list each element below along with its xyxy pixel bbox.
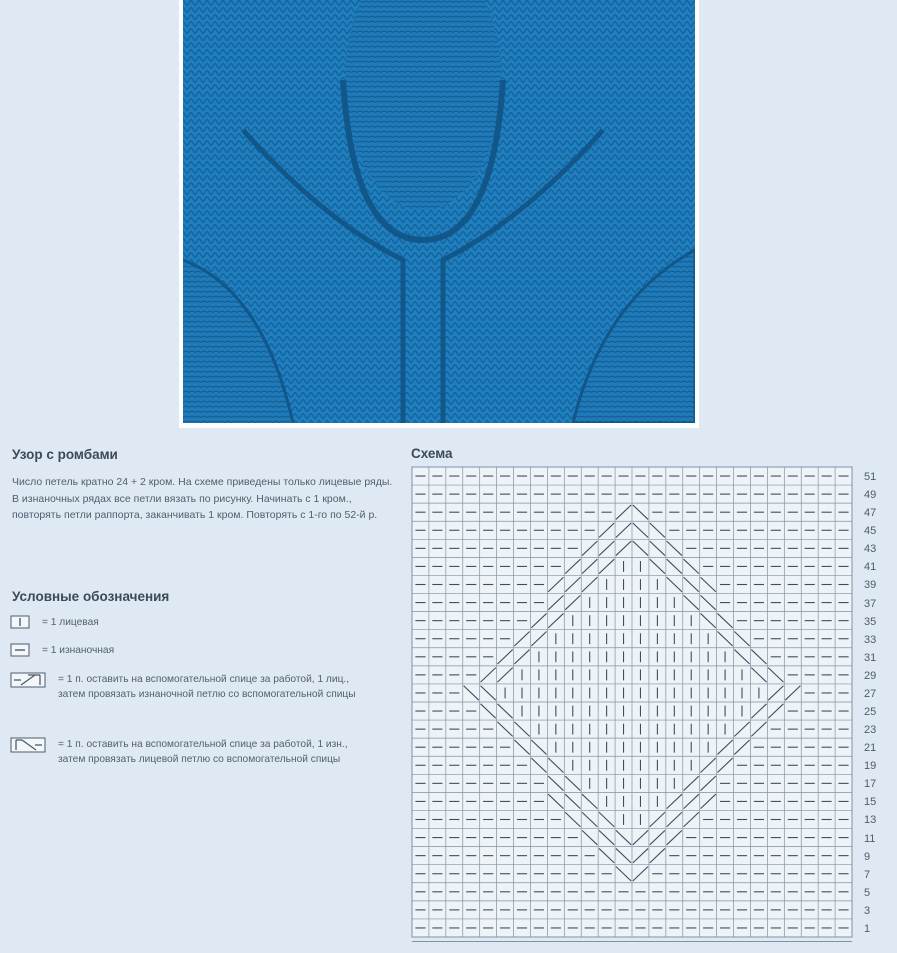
row-number: 33 <box>864 633 877 646</box>
row-number: 47 <box>864 507 877 520</box>
legend-text-purl: = 1 изнаночная <box>42 645 115 656</box>
scheme-title: Схема <box>411 446 453 461</box>
row-number: 43 <box>864 543 877 556</box>
row-number: 15 <box>864 796 877 809</box>
chart-bottom-border <box>412 941 852 953</box>
row-number: 9 <box>864 850 871 863</box>
row-number: 27 <box>864 687 877 700</box>
row-number: 3 <box>864 904 871 917</box>
legend-text-knit: = 1 лицевая <box>42 617 99 628</box>
row-number: 1 <box>864 922 871 935</box>
legend-text-cross-left: = 1 п. оставить на вспомогательной спице за работой, 1 изн., затем провязать лицевой петлю со вспомогательной спицы <box>58 739 348 765</box>
row-number: 11 <box>864 832 876 845</box>
row-number: 35 <box>864 615 877 628</box>
cross-left-icon <box>10 737 46 753</box>
legend-text-cross-right: = 1 п. оставить на вспомогательной спице за работой, 1 лиц., затем провязать изнаночной петлю со вспомогательной спицы <box>58 674 356 700</box>
row-number: 23 <box>864 724 877 737</box>
legend-title: Условные обозначения <box>12 589 170 604</box>
row-number: 21 <box>864 742 877 755</box>
row-number: 39 <box>864 579 877 592</box>
row-number: 7 <box>864 868 871 881</box>
row-number: 25 <box>864 706 877 718</box>
knitted-swatch-image <box>183 0 695 423</box>
swatch-photo <box>179 0 699 428</box>
row-number: 41 <box>864 561 877 574</box>
row-number: 19 <box>864 760 877 773</box>
row-number: 37 <box>864 597 877 610</box>
purl-stitch-icon <box>10 643 30 657</box>
row-number: 31 <box>864 651 877 664</box>
row-number: 29 <box>864 669 877 682</box>
pattern-description: Число петель кратно 24 + 2 кром. На схеме приведены только лицевые ряды. В изнаночных рядах все петли вязать по рисунку. Начинать с 1 кром., повторять петли раппорта, заканчивать 1 кром. Повторять с 1-го по 52-й р. <box>12 476 393 521</box>
cross-right-icon <box>10 672 46 688</box>
row-number: 17 <box>864 778 877 791</box>
knitting-chart-grid <box>410 465 854 940</box>
row-number: 51 <box>864 471 877 483</box>
row-number: 13 <box>864 814 877 827</box>
row-number: 45 <box>864 525 877 538</box>
row-number: 5 <box>864 886 871 899</box>
knit-stitch-icon <box>10 615 30 629</box>
row-number: 49 <box>864 489 877 502</box>
pattern-title: Узор с ромбами <box>12 447 118 462</box>
